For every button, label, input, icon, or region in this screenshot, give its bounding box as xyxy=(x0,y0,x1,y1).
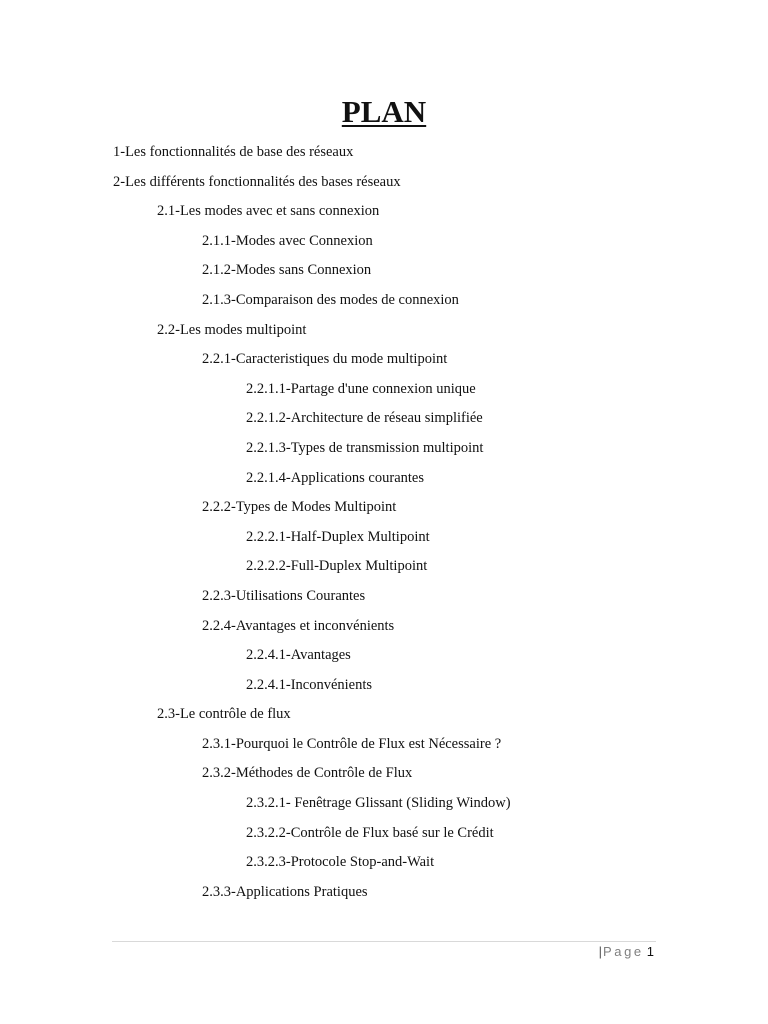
toc-entry: 2.2.1.4-Applications courantes xyxy=(246,469,424,486)
toc-entry: 2.2.3-Utilisations Courantes xyxy=(202,587,366,604)
toc-entry: 2.2.1-Caracteristiques du mode multipoint xyxy=(202,351,448,368)
toc-entry: 2.3.2.1- Fenêtrage Glissant (Sliding Window) xyxy=(246,795,511,812)
toc-entry: 2.1-Les modes avec et sans connexion xyxy=(157,203,380,220)
toc-entry: 2.2.4-Avantages et inconvénients xyxy=(202,617,395,634)
toc-entry: 2.2.4.1-Avantages xyxy=(246,647,351,664)
toc-entry: 2.2-Les modes multipoint xyxy=(157,321,307,338)
page-footer xyxy=(599,943,654,961)
toc-entry: 2.2.2.2-Full-Duplex Multipoint xyxy=(246,558,428,575)
toc-entry: 2.2.1.3-Types de transmission multipoint xyxy=(246,439,484,456)
toc-entry: 2.3.1-Pourquoi le Contrôle de Flux est Nécessaire ? xyxy=(202,735,502,752)
toc-entry: 2.2.1.1-Partage d'une connexion unique xyxy=(246,380,476,397)
page-title: PLAN xyxy=(341,94,427,129)
toc-entry: 2.1.2-Modes sans Connexion xyxy=(202,262,372,279)
page-number: 1 xyxy=(646,944,654,959)
toc-entry: 2.2.4.1-Inconvénients xyxy=(246,676,373,693)
toc-entry: 2.1.1-Modes avec Connexion xyxy=(202,232,373,249)
table-of-contents xyxy=(0,138,768,907)
toc-entry: 2.3.2.3-Protocole Stop-and-Wait xyxy=(246,854,435,871)
toc-entry: 2.2.2-Types de Modes Multipoint xyxy=(202,499,397,516)
toc-entry: 2.3.2.2-Contrôle de Flux basé sur le Crédit xyxy=(246,824,494,841)
footer-separator: | xyxy=(598,944,602,959)
toc-entry: 2.3.3-Applications Pratiques xyxy=(202,883,368,900)
toc-entry: 2.2.1.2-Architecture de réseau simplifiée xyxy=(246,410,483,427)
toc-entry: 2.1.3-Comparaison des modes de connexion xyxy=(202,291,459,308)
toc-entry: 2-Les différents fonctionnalités des bases réseaux xyxy=(113,173,401,190)
toc-entry: 2.2.2.1-Half-Duplex Multipoint xyxy=(246,528,430,545)
toc-entry: 1-Les fonctionnalités de base des réseaux xyxy=(113,144,354,160)
page-label: Page xyxy=(603,944,644,959)
footer-divider xyxy=(112,941,656,942)
toc-entry: 2.3.2-Méthodes de Contrôle de Flux xyxy=(202,765,413,782)
toc-entry: 2.3-Le contrôle de flux xyxy=(157,706,291,723)
